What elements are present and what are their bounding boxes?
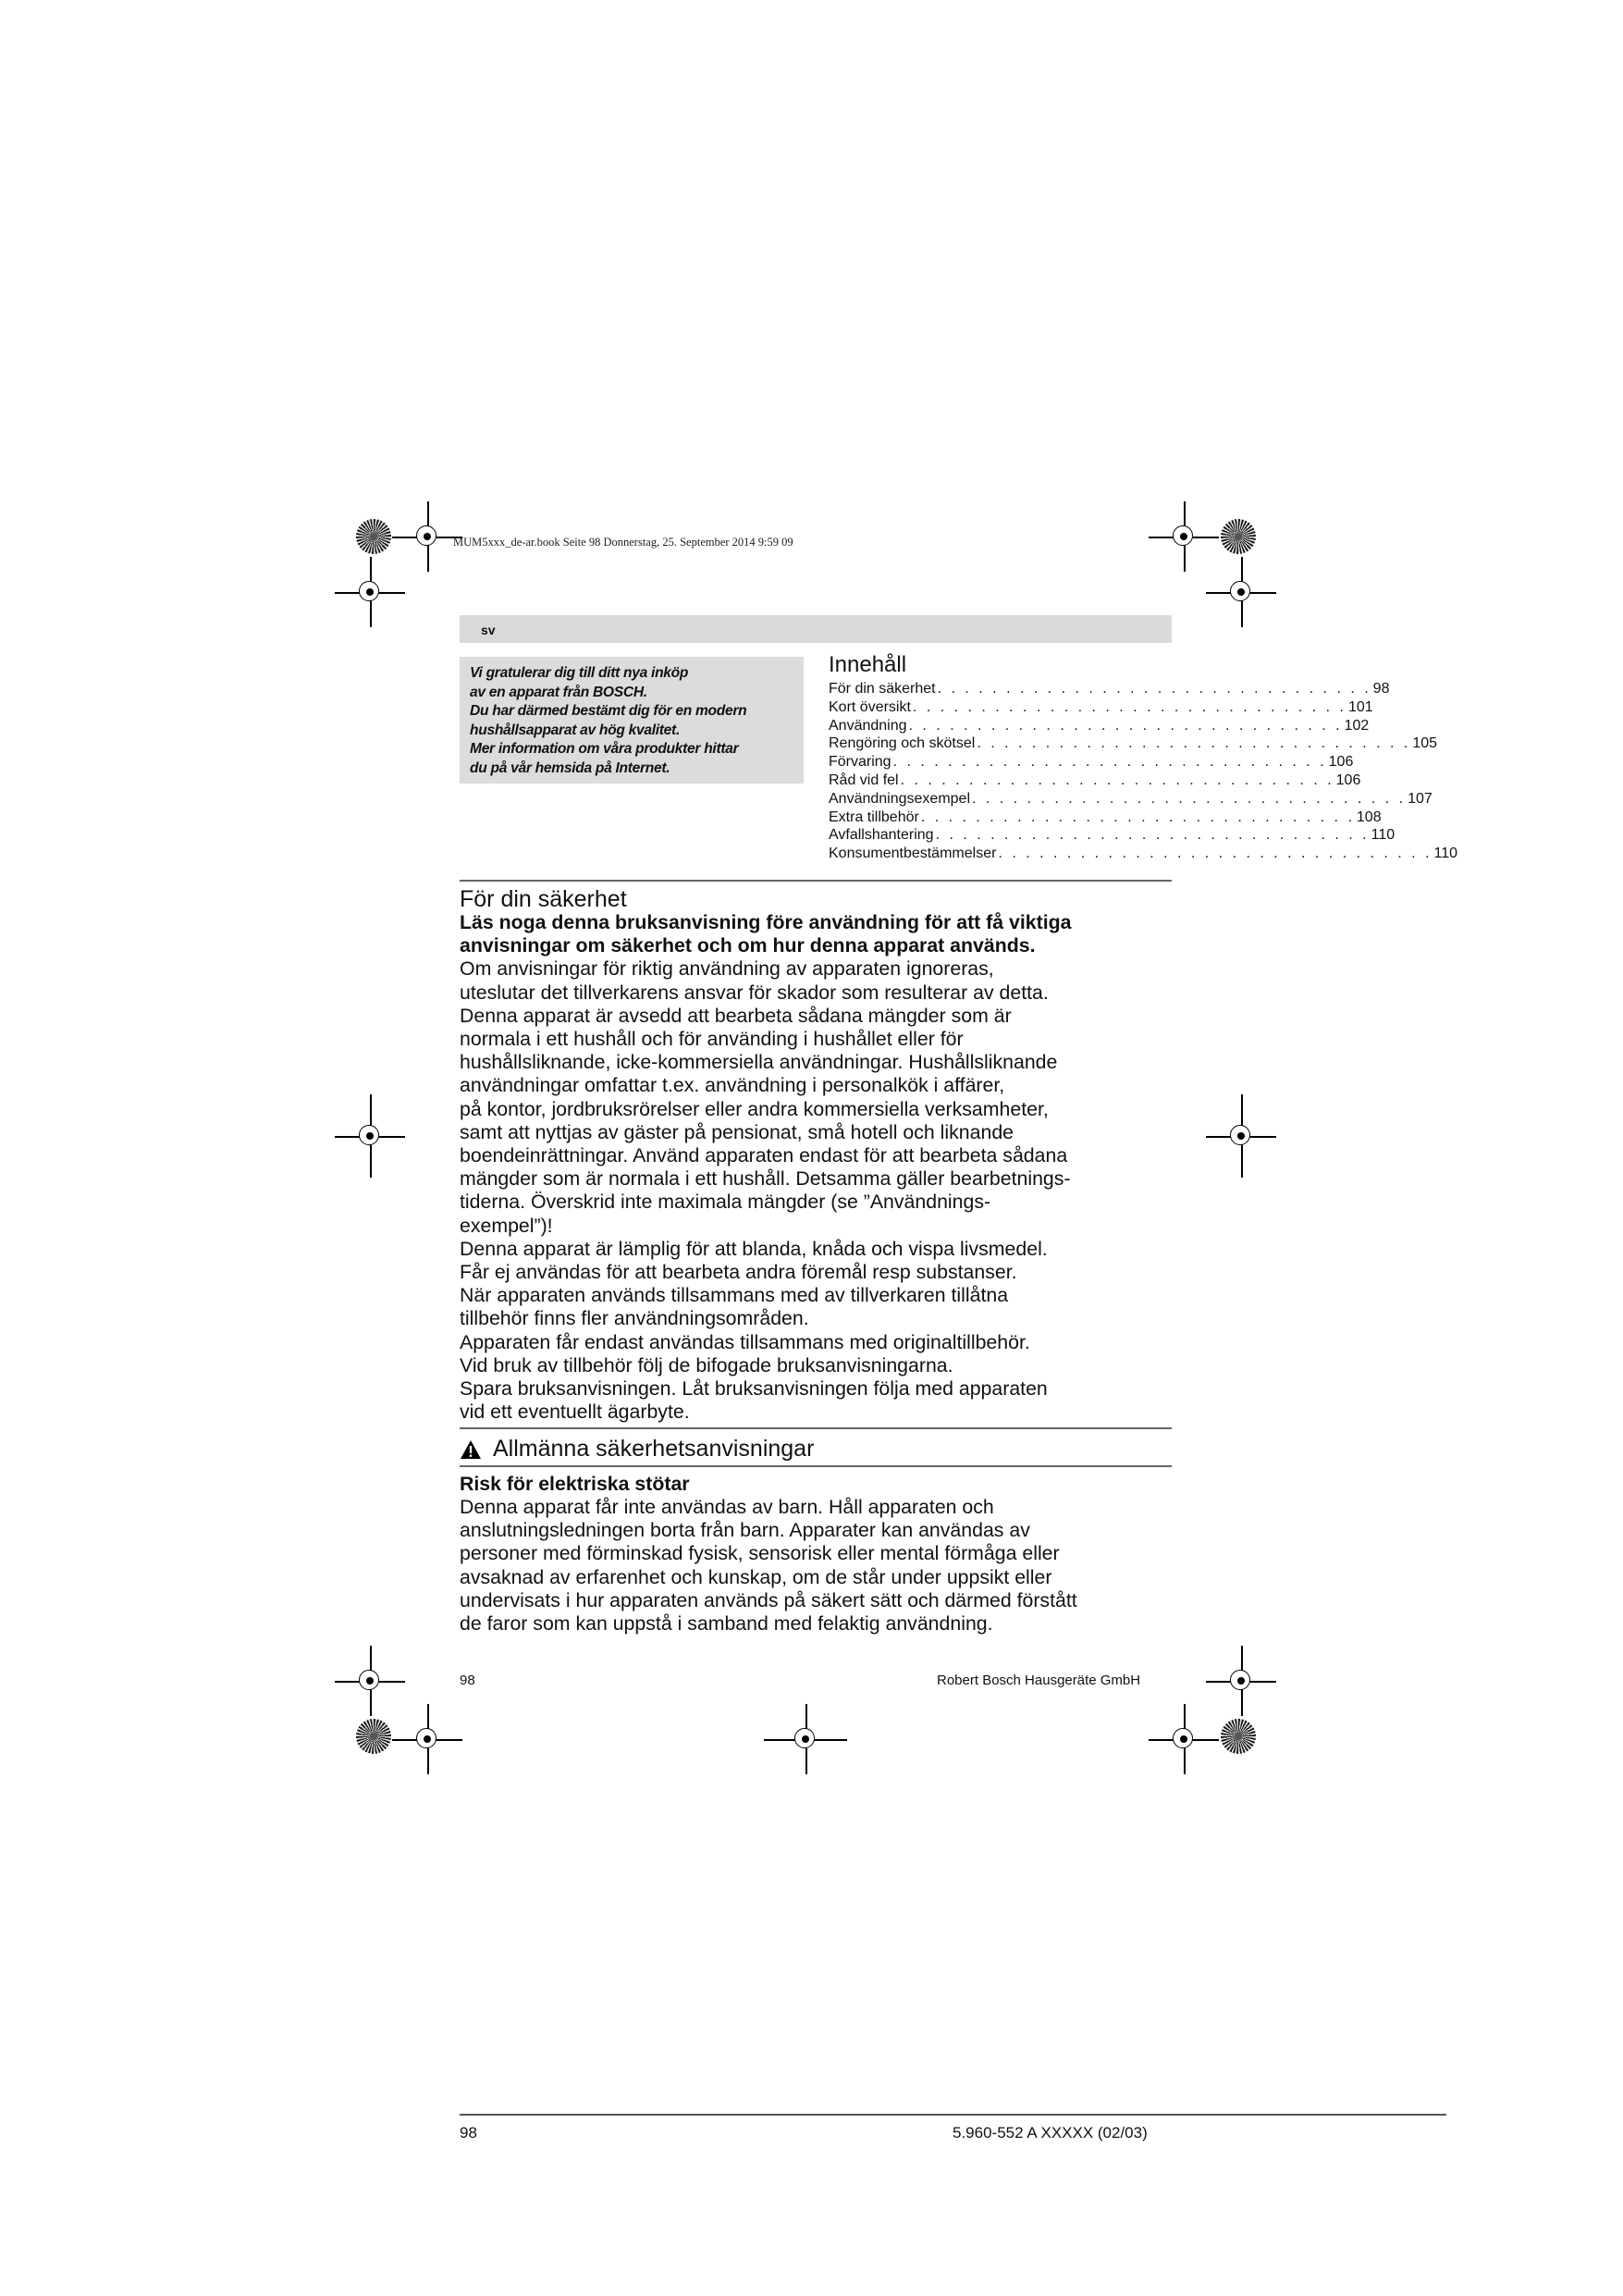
book-file-header: MUM5xxx_de-ar.book Seite 98 Donnerstag, 25. September 2014 9:59 09 <box>453 536 793 549</box>
general-body-line: undervisats i hur apparaten används på säkert sätt och därmed förstått <box>460 1588 1077 1611</box>
footer-page-number: 98 <box>460 1673 475 1688</box>
toc-page: 102 <box>1344 717 1370 734</box>
intro-line: Vi gratulerar dig till ditt nya inköp <box>470 665 689 681</box>
safety-body-line: hushållsliknande, icke-kommersiella användningar. Hushållsliknande <box>460 1051 1058 1074</box>
toc-label: Förvaring <box>829 754 891 771</box>
toc-entry[interactable]: Kort översikt . . . . . . . . . . . . . . . . . . . . . . . . . . . . . . . . 101 <box>829 698 1373 715</box>
toc-title: Innehåll <box>829 652 907 677</box>
safety-body-line: exempel”)! <box>460 1214 553 1237</box>
safety-body-line: boendeinrättningar. Använd apparaten endast för att bearbeta sådana <box>460 1144 1068 1167</box>
intro-line: av en apparat från BOSCH. <box>470 684 647 700</box>
general-safety-text <box>460 1496 1181 1636</box>
intro-text <box>470 664 803 778</box>
color-wheel-icon <box>1221 519 1256 554</box>
color-wheel-icon <box>356 519 391 554</box>
toc-page: 110 <box>1371 827 1396 844</box>
general-safety-heading: Allmänna säkerhetsanvisningar <box>493 1436 815 1462</box>
safety-body-line: Denna apparat är avsedd att bearbeta sådana mängder som är <box>460 1004 1012 1027</box>
toc-entry[interactable]: Förvaring . . . . . . . . . . . . . . . . . . . . . . . . . . . . . . . . 106 <box>829 754 1354 771</box>
toc-entry[interactable]: Användningsexempel . . . . . . . . . . . . . . . . . . . . . . . . . . . . . . . . 107 <box>829 790 1432 807</box>
toc-page: 98 <box>1372 681 1390 697</box>
toc-label: Användning <box>829 717 907 734</box>
intro-line: hushållsapparat av hög kvalitet. <box>470 722 680 738</box>
table-of-contents <box>829 681 1457 864</box>
bottom-divider <box>460 2114 1446 2116</box>
general-body-line: personer med förminskad fysisk, sensorisk eller mental förmåga eller <box>460 1542 1060 1565</box>
section-divider <box>460 1465 1172 1467</box>
toc-entry[interactable]: Rengöring och skötsel . . . . . . . . . . . . . . . . . . . . . . . . . . . . . . . . 105 <box>829 735 1438 752</box>
bottom-page-number: 98 <box>460 2124 477 2142</box>
toc-label: Avfallshantering <box>829 827 934 844</box>
toc-entry[interactable]: Extra tillbehör . . . . . . . . . . . . . . . . . . . . . . . . . . . . . . . . 108 <box>829 809 1382 825</box>
toc-page: 108 <box>1356 809 1382 825</box>
toc-entry[interactable]: Konsumentbestämmelser . . . . . . . . . . . . . . . . . . . . . . . . . . . . . . . . 110 <box>829 846 1457 862</box>
toc-label: För din säkerhet <box>829 681 936 697</box>
intro-line: Mer information om våra produkter hittar <box>470 741 739 757</box>
toc-entry[interactable]: Avfallshantering . . . . . . . . . . . . . . . . . . . . . . . . . . . . . . . . 110 <box>829 827 1396 844</box>
safety-body-line: När apparaten används tillsammans med av tillverkaren tillåtna <box>460 1284 1009 1307</box>
general-body-line: de faror som kan uppstå i samband med felaktig användning. <box>460 1612 993 1636</box>
intro-line: du på vår hemsida på Internet. <box>470 759 670 776</box>
toc-label: Konsumentbestämmelser <box>829 846 997 862</box>
safety-body-line: tiderna. Överskrid inte maximala mängder (se ”Användnings- <box>460 1191 991 1214</box>
toc-page: 106 <box>1335 772 1361 788</box>
color-wheel-icon <box>356 1719 391 1754</box>
safety-body-line: Spara bruksanvisningen. Låt bruksanvisningen följa med apparaten <box>460 1377 1048 1401</box>
section-divider <box>460 880 1172 882</box>
toc-entry[interactable]: Användning . . . . . . . . . . . . . . . . . . . . . . . . . . . . . . . . 102 <box>829 717 1370 734</box>
general-body-line: anslutningsledningen borta från barn. Apparater kan användas av <box>460 1519 1030 1542</box>
safety-body-line: användningar omfattar t.ex. användning i personalkök i affärer, <box>460 1074 1005 1097</box>
safety-body-line: uteslutar det tillverkarens ansvar för skador som resulterar av detta. <box>460 981 1049 1004</box>
safety-body-line: Får ej användas för att bearbeta andra föremål resp substanser. <box>460 1261 1017 1284</box>
warning-triangle-icon <box>460 1439 482 1460</box>
electric-shock-subheading: Risk för elektriska stötar <box>460 1473 690 1495</box>
safety-lead-line: Läs noga denna bruksanvisning före användning för att få viktiga <box>460 911 1072 933</box>
toc-entry[interactable]: Råd vid fel . . . . . . . . . . . . . . . . . . . . . . . . . . . . . . . . 106 <box>829 772 1361 788</box>
safety-body-line: vid ett eventuellt ägarbyte. <box>460 1401 690 1424</box>
intro-line: Du har därmed bestämt dig för en modern <box>470 703 747 719</box>
safety-body-line: Om anvisningar för riktig användning av apparaten ignoreras, <box>460 957 994 981</box>
safety-body-line: mängder som är normala i ett hushåll. Detsamma gäller bearbetnings- <box>460 1167 1071 1191</box>
footer-company: Robert Bosch Hausgeräte GmbH <box>937 1673 1141 1688</box>
safety-body-line: samt att nyttjas av gäster på pensionat, små hotell och liknande <box>460 1120 1014 1143</box>
toc-page: 101 <box>1347 698 1373 715</box>
safety-text <box>460 911 1181 1424</box>
general-body-line: Denna apparat får inte användas av barn. Håll apparaten och <box>460 1496 994 1518</box>
safety-body-line: på kontor, jordbruksrörelser eller andra kommersiella verksamheter, <box>460 1097 1049 1120</box>
toc-label: Användningsexempel <box>829 790 970 807</box>
toc-entry[interactable]: För din säkerhet . . . . . . . . . . . . . . . . . . . . . . . . . . . . . . . . 98 <box>829 681 1390 697</box>
toc-page: 105 <box>1412 735 1438 752</box>
toc-label: Rengöring och skötsel <box>829 735 976 752</box>
toc-label: Kort översikt <box>829 698 911 715</box>
color-wheel-icon <box>1221 1719 1256 1754</box>
safety-body-line: Denna apparat är lämplig för att blanda, knåda och vispa livsmedel. <box>460 1237 1048 1260</box>
safety-body-line: Apparaten får endast användas tillsammans med originaltillbehör. <box>460 1330 1030 1353</box>
safety-body-line: Vid bruk av tillbehör följ de bifogade bruksanvisningarna. <box>460 1353 953 1376</box>
general-safety-heading-row <box>460 1436 814 1463</box>
language-code: sv <box>481 623 496 637</box>
toc-page: 110 <box>1433 846 1457 862</box>
general-body-line: avsaknad av erfarenhet och kunskap, om de står under uppsikt eller <box>460 1565 1052 1588</box>
toc-label: Extra tillbehör <box>829 809 919 825</box>
toc-page: 106 <box>1328 754 1354 771</box>
toc-label: Råd vid fel <box>829 772 899 788</box>
document-code: 5.960-552 A XXXXX (02/03) <box>953 2124 1148 2142</box>
toc-page: 107 <box>1408 790 1432 807</box>
safety-heading: För din säkerhet <box>460 886 627 912</box>
safety-body-line: tillbehör finns fler användningsområden. <box>460 1307 809 1330</box>
section-divider <box>460 1427 1172 1429</box>
language-bar <box>460 615 1172 643</box>
safety-lead-line: anvisningar om säkerhet och om hur denna apparat används. <box>460 934 1036 957</box>
safety-body-line: normala i ett hushåll och för använding i hushållet eller för <box>460 1028 964 1051</box>
